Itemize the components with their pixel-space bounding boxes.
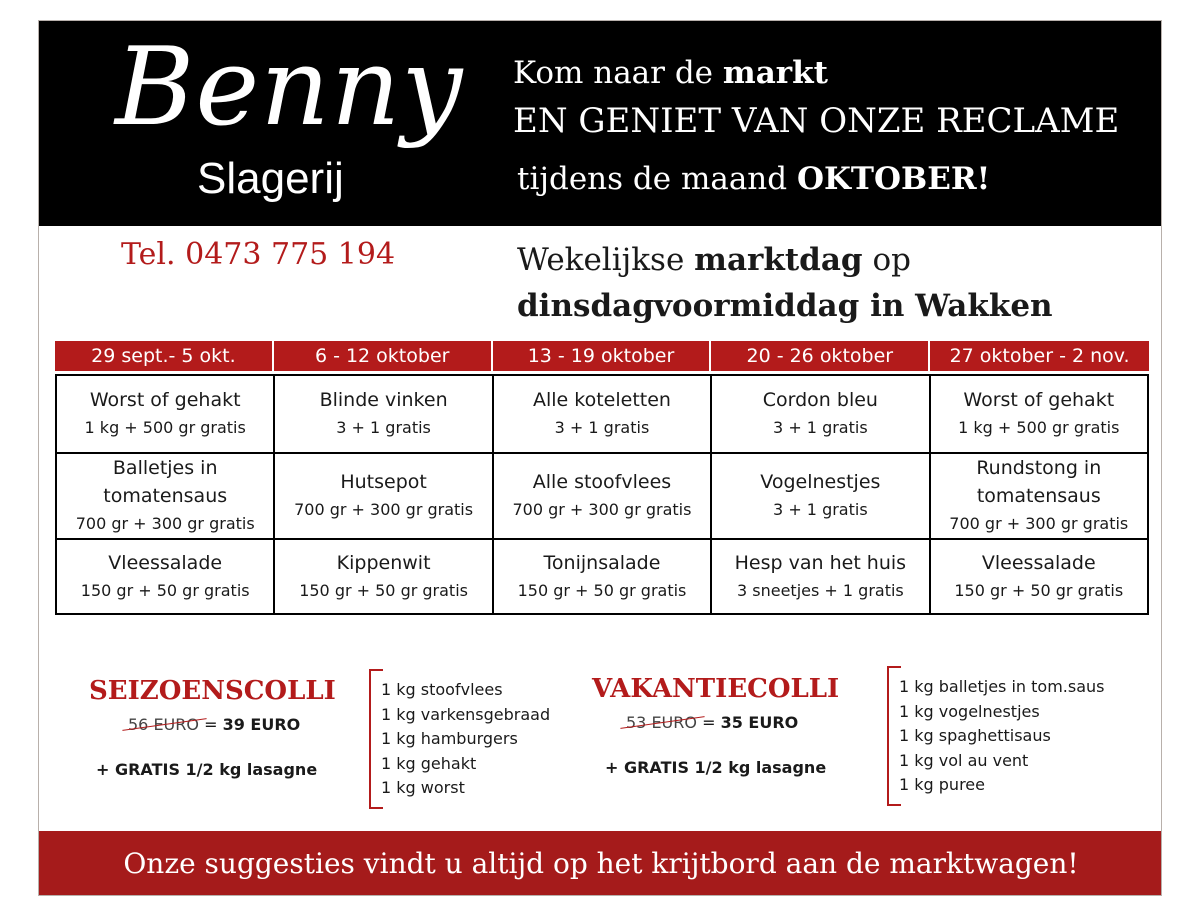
offer-deal: 3 + 1 gratis	[336, 418, 431, 437]
seizoenscolli-equals: =	[198, 715, 223, 734]
weekly-line-1-bold: marktdag	[694, 242, 863, 278]
offer-cell	[711, 539, 929, 614]
offer-deal: 700 gr + 300 gr gratis	[512, 500, 692, 519]
offer-product: Worst of gehakt	[963, 389, 1115, 411]
list-item: 1 kg vol au vent	[899, 750, 1029, 770]
offer-cell	[711, 375, 929, 453]
seizoenscolli-price	[128, 715, 300, 734]
offer-deal: 700 gr + 300 gr gratis	[294, 500, 474, 519]
offer-product: Alle stoofvlees	[532, 471, 672, 493]
week-header: 29 sept.- 5 okt.	[55, 341, 274, 371]
offer-deal: 3 + 1 gratis	[554, 418, 650, 437]
seizoenscolli-items	[381, 678, 550, 801]
headline-line-1	[513, 55, 828, 91]
offer-product: Alle koteletten	[532, 389, 671, 411]
offer-product: Tonijnsalade	[543, 551, 661, 574]
offer-cell	[930, 453, 1148, 539]
week-header: 13 - 19 oktober	[493, 341, 712, 371]
list-item: 1 kg gehakt	[381, 753, 477, 773]
offer-product: Hesp van het huis	[734, 551, 907, 574]
offer-cell	[930, 539, 1148, 614]
seizoenscolli-old-price: 56 EURO	[128, 715, 199, 734]
offer-cell	[56, 375, 274, 453]
weekly-market-info	[517, 237, 1053, 329]
vakantiecolli-title: VAKANTIECOLLI	[592, 674, 840, 704]
offer-product: Worst of gehakt	[89, 389, 241, 411]
vakantiecolli-price	[626, 713, 798, 732]
vakantiecolli-old-price: 53 EURO	[626, 713, 697, 732]
offer-deal: 700 gr + 300 gr gratis	[949, 514, 1129, 533]
table-row	[56, 453, 1148, 539]
offer-product: Kippenwit	[336, 551, 431, 574]
offer-product: Vleessalade	[981, 551, 1096, 574]
week-header: 27 oktober - 2 nov.	[949, 345, 1130, 367]
offer-deal: 150 gr + 50 gr gratis	[80, 580, 250, 600]
offer-product: Blinde vinken	[319, 389, 448, 411]
headline-line-3-bold: OKTOBER!	[796, 161, 991, 197]
weekly-line-1-post: op	[862, 242, 911, 278]
offer-deal: 1 kg + 500 gr gratis	[84, 418, 246, 437]
table-row	[56, 375, 1148, 453]
flyer	[38, 20, 1162, 896]
offer-cell	[274, 453, 492, 539]
headline-line-3	[517, 161, 990, 197]
offer-product: Vogelnestjes	[760, 471, 881, 493]
list-item: 1 kg spaghettisaus	[899, 726, 1051, 746]
offer-deal: 150 gr + 50 gr gratis	[517, 580, 687, 600]
headline-line-1-bold: markt	[722, 55, 828, 91]
offer-deal: 150 gr + 50 gr gratis	[954, 580, 1124, 600]
weekly-line-1	[517, 237, 1053, 283]
vakantiecolli-new-price: 35 EURO	[720, 713, 799, 732]
offer-product: Balletjes in tomatensaus	[103, 457, 228, 507]
vakantiecolli-items	[899, 675, 1104, 798]
vakantiecolli-gift: + GRATIS 1/2 kg lasagne	[605, 758, 827, 777]
vakantiecolli-equals: =	[696, 713, 721, 732]
list-item: 1 kg hamburgers	[381, 729, 518, 749]
offers-table	[55, 341, 1149, 615]
list-item: 1 kg worst	[381, 778, 465, 798]
offer-cell	[56, 539, 274, 614]
table-row	[56, 539, 1148, 614]
list-item: 1 kg stoofvlees	[381, 680, 503, 699]
offer-product: Hutsepot	[340, 471, 427, 493]
weekly-line-2-bold: dinsdagvoormiddag in Wakken	[517, 288, 1053, 324]
offer-product: Cordon bleu	[762, 389, 878, 411]
offer-deal: 700 gr + 300 gr gratis	[75, 514, 255, 533]
list-item: 1 kg varkensgebraad	[381, 704, 551, 724]
footer-banner: Onze suggesties vindt u altijd op het krijtbord aan de marktwagen!	[39, 831, 1162, 896]
phone-number: Tel. 0473 775 194	[121, 237, 396, 272]
list-item: 1 kg vogelnestjes	[899, 701, 1040, 721]
weekly-line-2	[517, 283, 1053, 329]
headline-line-2: EN GENIET VAN ONZE RECLAME	[513, 101, 1120, 141]
offer-deal: 3 sneetjes + 1 gratis	[736, 580, 904, 600]
offer-deal: 1 kg + 500 gr gratis	[958, 418, 1120, 437]
offer-deal: 3 + 1 gratis	[773, 500, 868, 519]
offer-deal: 150 gr + 50 gr gratis	[299, 580, 468, 600]
headline-line-1-text: Kom naar de	[513, 55, 723, 91]
week-header: 6 - 12 oktober	[274, 341, 493, 371]
headline-line-3-text: tijdens de maand	[517, 161, 797, 197]
seizoenscolli-title: SEIZOENSCOLLI	[89, 676, 336, 706]
offer-product: Vleessalade	[108, 551, 223, 574]
list-item: 1 kg balletjes in tom.saus	[899, 677, 1105, 696]
offer-cell	[493, 539, 711, 614]
offer-cell	[56, 453, 274, 539]
brand-subtitle: Slagerij	[197, 154, 344, 203]
offers-grid	[55, 374, 1149, 615]
offer-cell	[493, 375, 711, 453]
seizoenscolli-new-price: 39 EURO	[222, 715, 301, 734]
offer-deal: 3 + 1 gratis	[773, 418, 868, 437]
offer-cell	[274, 375, 492, 453]
week-header: 20 - 26 oktober	[711, 341, 930, 371]
seizoenscolli-gift: + GRATIS 1/2 kg lasagne	[96, 760, 318, 779]
offer-cell	[711, 453, 929, 539]
brand-name: Benny	[115, 25, 464, 150]
offer-cell	[274, 539, 492, 614]
offer-product: Rundstong in tomatensaus	[976, 457, 1102, 507]
weekly-line-1-pre: Wekelijkse	[517, 242, 695, 278]
list-item: 1 kg puree	[899, 775, 985, 795]
offer-cell	[493, 453, 711, 539]
header-banner	[39, 21, 1162, 226]
offer-cell	[930, 375, 1148, 453]
week-header-row	[55, 341, 1149, 371]
